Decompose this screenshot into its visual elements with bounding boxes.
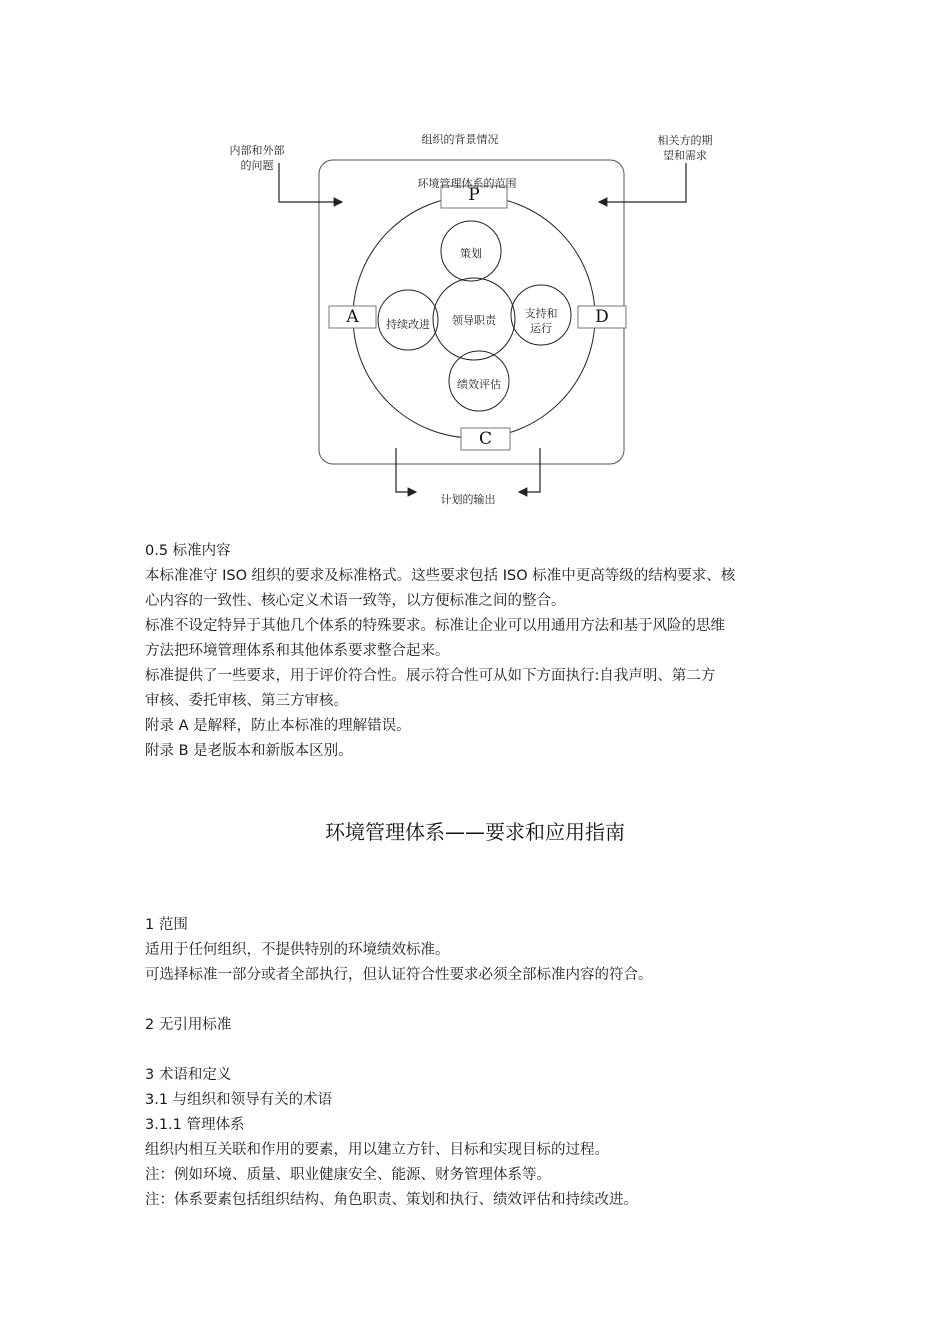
paragraph-line: 附录 B 是老版本和新版本区别。 — [145, 743, 353, 759]
note-line: 注：例如环境、质量、职业健康安全、能源、财务管理体系等。 — [145, 1167, 551, 1183]
paragraph-line: 标准提供了一些要求，用于评价符合性。展示符合性可从如下方面执行:自我声明、第二方 — [145, 668, 716, 684]
section-3 — [145, 1063, 815, 1213]
section-heading: 2 无引用标准 — [145, 1017, 232, 1033]
issues-label-line2: 的问题 — [240, 159, 274, 172]
subsection-heading: 3.1 与组织和领导有关的术语 — [145, 1092, 333, 1108]
subsection-heading: 3.1.1 管理体系 — [145, 1117, 245, 1133]
needs-label-line2: 望和需求 — [663, 149, 707, 162]
note-line: 注：体系要素包括组织结构、角色职责、策划和执行、绩效评估和持续改进。 — [145, 1192, 638, 1208]
improvement-label: 持续改进 — [386, 318, 430, 331]
document-title: 环境管理体系——要求和应用指南 — [325, 820, 625, 844]
needs-arrow — [599, 163, 686, 202]
output-arrow-left — [396, 448, 416, 492]
definition-line: 组织内相互关联和作用的要素，用以建立方针、目标和实现目标的过程。 — [145, 1142, 609, 1158]
section-heading: 3 术语和定义 — [145, 1067, 232, 1083]
output-label: 计划的输出 — [440, 493, 496, 506]
paragraph-line: 适用于任何组织，不提供特别的环境绩效标准。 — [145, 942, 450, 958]
plan-label: 策划 — [460, 247, 482, 260]
paragraph-line: 可选择标准一部分或者全部执行，但认证符合性要求必须全部标准内容的符合。 — [145, 967, 653, 983]
output-arrow-right — [519, 448, 540, 492]
evaluation-label: 绩效评估 — [457, 378, 501, 391]
support-label-line2: 运行 — [530, 322, 552, 335]
section-0-5 — [145, 539, 815, 764]
issues-label-line1: 内部和外部 — [229, 144, 285, 157]
paragraph-line: 心内容的一致性、核心定义术语一致等，以方便标准之间的整合。 — [145, 593, 566, 609]
section-1 — [145, 913, 815, 988]
support-label-line1: 支持和 — [524, 307, 558, 320]
section-heading: 1 范围 — [145, 917, 188, 933]
needs-label-line1: 相关方的期 — [657, 134, 713, 147]
section-heading: 0.5 标准内容 — [145, 543, 231, 559]
letter-a: A — [346, 307, 359, 327]
paragraph-line: 附录 A 是解释，防止本标准的理解错误。 — [145, 718, 411, 734]
context-label: 组织的背景情况 — [421, 133, 499, 146]
paragraph-line: 标准不设定特异于其他几个体系的特殊要求。标准让企业可以用通用方法和基于风险的思维 — [145, 618, 725, 634]
ems-pdca-diagram — [0, 0, 950, 520]
letter-p: P — [468, 185, 480, 205]
letter-d: D — [595, 307, 609, 327]
scope-label: 环境管理体系的范围 — [417, 177, 517, 190]
paragraph-line: 方法把环境管理体系和其他体系要求整合起来。 — [145, 643, 450, 659]
paragraph-line: 审核、委托审核、第三方审核。 — [145, 693, 348, 709]
letter-c: C — [478, 429, 492, 449]
section-2 — [145, 1013, 815, 1038]
leadership-label: 领导职责 — [452, 314, 496, 327]
paragraph-line: 本标准准守 ISO 组织的要求及标准格式。这些要求包括 ISO 标准中更高等级的结构要求、核 — [145, 568, 736, 584]
